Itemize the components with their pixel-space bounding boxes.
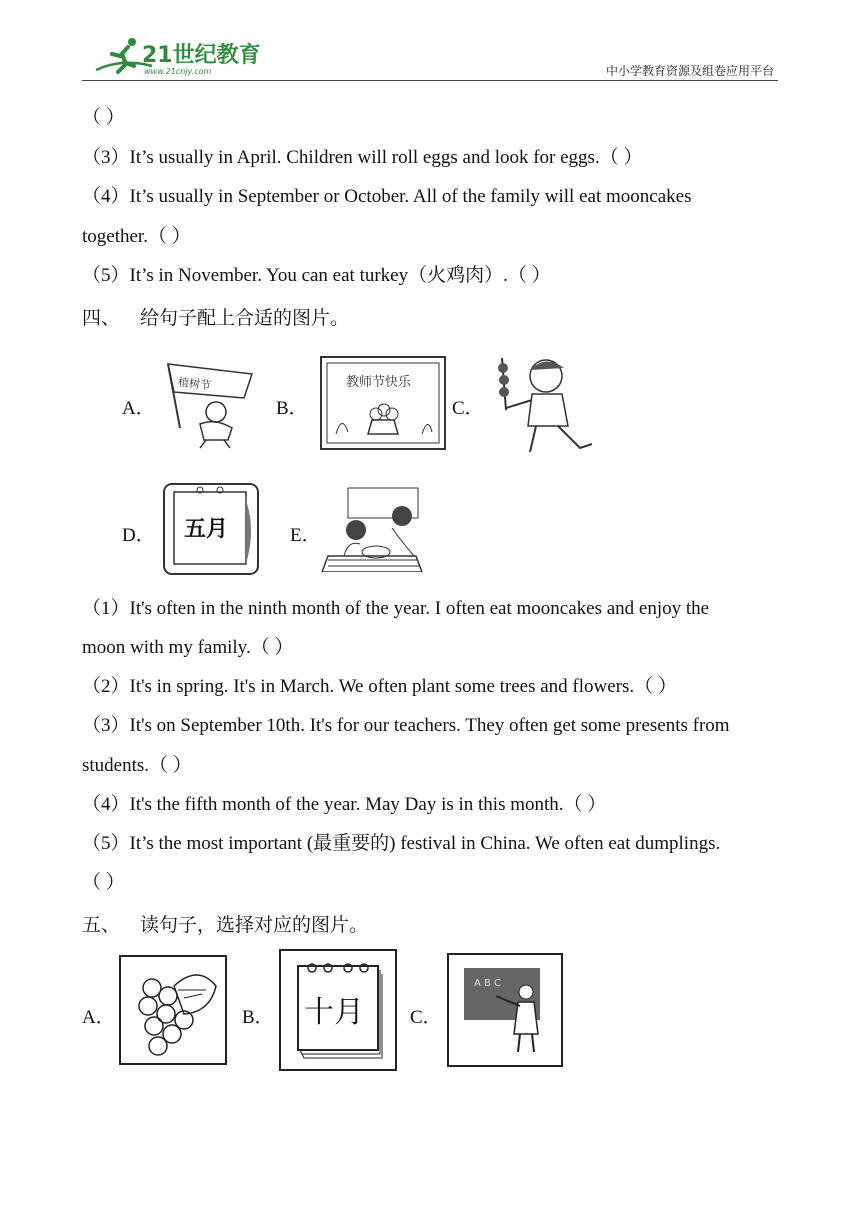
svg-text:十月: 十月 <box>304 995 364 1030</box>
header-divider <box>82 80 778 81</box>
question-4-1-line1: （1）It's often in the ninth month of the year. I often eat mooncakes and enjoy the <box>82 598 710 619</box>
grapes-picture <box>118 954 228 1066</box>
tree-planting-flag-picture <box>160 358 260 450</box>
svg-text:21世纪教育: 21世纪教育 <box>142 43 261 68</box>
question-4-2: （2）It's in spring. It's in March. We often plant some trees and flowers.（ ） <box>82 676 677 697</box>
section-title: 读句子，选择对应的图片。 <box>140 914 369 936</box>
svg-text:A B C: A B C <box>474 978 502 989</box>
teacher-blackboard-picture <box>446 952 564 1068</box>
answer-blank: （ ） <box>82 107 125 128</box>
site-logo <box>92 36 262 78</box>
question-3-4-line2: together.（ ） <box>82 226 191 247</box>
question-3-5: （5）It’s in November. You can eat turkey（火鸡肉）.（ ） <box>82 265 551 286</box>
section-number: 五、 <box>82 914 121 936</box>
october-calendar-picture <box>278 948 398 1072</box>
option-e-label: E． <box>290 525 321 546</box>
section-number: 四、 <box>82 307 121 329</box>
option-c-label: C． <box>452 398 484 419</box>
section-5-heading <box>82 910 368 937</box>
svg-text:教师节快乐: 教师节快乐 <box>346 375 412 390</box>
svg-text:植树节: 植树节 <box>177 375 212 393</box>
option-d-label: D． <box>122 525 155 546</box>
option-b-label: B． <box>276 398 308 419</box>
question-4-3-line2: students.（ ） <box>82 755 192 776</box>
question-4-3-line1: （3）It's on September 10th. It's for our teachers. They often get some presents from <box>82 715 730 736</box>
question-4-4: （4）It's the fifth month of the year. May Day is in this month.（ ） <box>82 794 607 815</box>
platform-tagline: 中小学教育资源及组卷应用平台 <box>605 64 774 78</box>
section-4-heading <box>82 303 349 330</box>
option-b-label: B． <box>242 1007 274 1028</box>
section-title: 给句子配上合适的图片。 <box>140 307 350 329</box>
option-c-label: C． <box>410 1007 442 1028</box>
svg-text:五月: 五月 <box>184 517 229 542</box>
boy-with-skewer-picture <box>488 354 600 458</box>
question-4-5-line1: （5）It’s the most important (最重要的) festival in China. We often eat dumplings. <box>82 833 721 854</box>
question-3-4-line1: （4）It’s usually in September or October. All of the family will eat mooncakes <box>82 186 692 207</box>
may-calendar-picture <box>160 480 262 578</box>
option-a-label: A． <box>82 1007 115 1028</box>
teachers-day-board-picture <box>318 354 448 452</box>
family-eating-picture <box>318 486 426 572</box>
option-a-label: A． <box>122 398 155 419</box>
question-4-1-line2: moon with my family.（ ） <box>82 637 294 658</box>
svg-text:www.21cnjy.com: www.21cnjy.com <box>144 67 212 76</box>
question-3-3: （3）It’s usually in April. Children will roll eggs and look for eggs.（ ） <box>82 147 643 168</box>
question-4-5-line2: （ ） <box>82 872 125 893</box>
